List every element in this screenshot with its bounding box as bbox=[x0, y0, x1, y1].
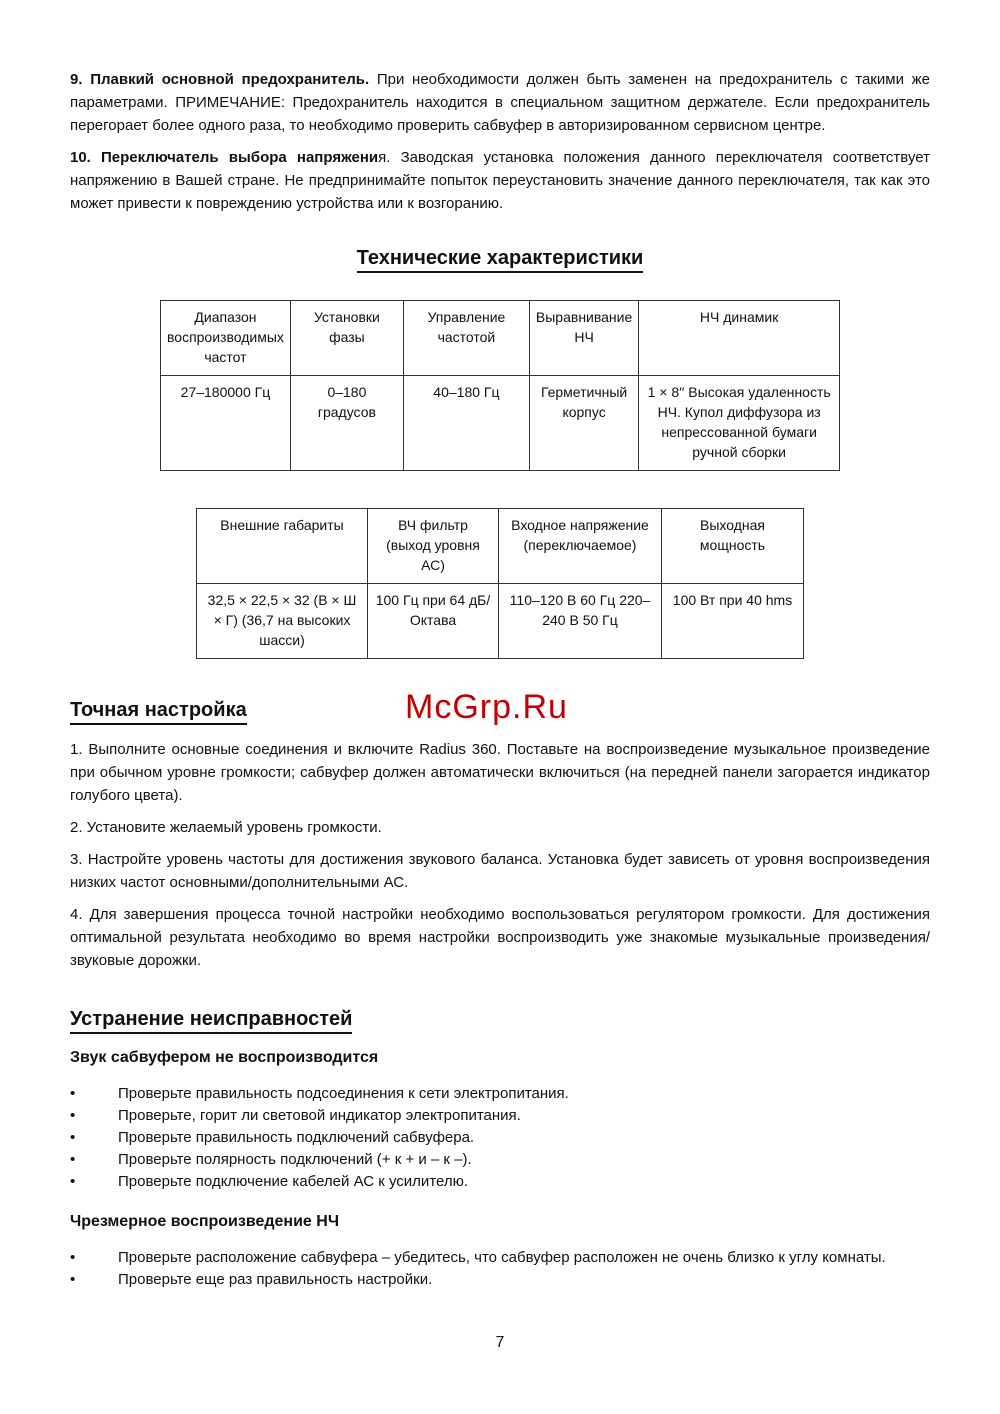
list-item: • Проверьте полярность подключений (+ к + и – к –). bbox=[70, 1149, 930, 1171]
paragraph-voltage-lead: 10. Переключатель выбора напряжени bbox=[70, 149, 379, 166]
excess-bass-list bbox=[70, 1247, 930, 1291]
tuning-step: 1. Выполните основные соединения и включите Radius 360. Поставьте на воспроизведение музыкальное произведение при обычном уровне громкости; сабвуфер должен автоматически включиться (на передней панели загорается индикатор голубого цвета). bbox=[70, 741, 930, 804]
table-cell: Герметичный корпус bbox=[529, 376, 638, 471]
excess-bass-subheading: Чрезмерное воспроизведение НЧ bbox=[70, 1213, 340, 1230]
watermark: McGrp.Ru bbox=[405, 688, 568, 726]
tuning-step: 3. Настройте уровень частоты для достижения звукового баланса. Установка будет зависеть от уровня воспроизведения низких частот основными/дополнительными АС. bbox=[70, 851, 930, 891]
list-item: • Проверьте расположение сабвуфера – убедитесь, что сабвуфер расположен не очень близко к углу комнаты. bbox=[70, 1247, 930, 1269]
tuning-step: 2. Установите желаемый уровень громкости. bbox=[70, 819, 382, 836]
table-header-cell: Выходная мощность bbox=[662, 509, 804, 584]
table-cell: 110–120 В 60 Гц 220–240 В 50 Гц bbox=[499, 584, 662, 659]
paragraph-fuse-lead: 9. Плавкий основной предохранитель. bbox=[70, 71, 370, 88]
troubleshooting-heading: Устранение неисправностей bbox=[70, 1008, 930, 1031]
table-header-cell: Выравнивание НЧ bbox=[529, 301, 638, 376]
specs-table-2 bbox=[196, 508, 804, 659]
specs-table-1 bbox=[160, 300, 840, 471]
paragraph-voltage-text: я. Заводская установка положения данного переключателя соответствует напряжению в Вашей стране. Не предпринимайте попыток переустановить значение данного переключателя, так как это может привести к повреждению устройства или к возгоранию. bbox=[70, 149, 930, 212]
paragraph-voltage-switch bbox=[70, 146, 930, 215]
table-cell: 0–180 градусов bbox=[290, 376, 403, 471]
list-item: • Проверьте правильность подсоединения к сети электропитания. bbox=[70, 1083, 930, 1105]
list-item: • Проверьте еще раз правильность настройки. bbox=[70, 1269, 930, 1291]
specs-table-2-value-row bbox=[197, 584, 804, 659]
specs-heading: Технические характеристики bbox=[70, 247, 930, 270]
specs-table-2-header-row bbox=[197, 509, 804, 584]
specs-table-1-header-row bbox=[161, 301, 840, 376]
table-header-cell: Внешние габариты bbox=[197, 509, 368, 584]
tuning-heading: Точная настройка bbox=[70, 699, 930, 722]
no-sound-list bbox=[70, 1083, 930, 1193]
table-header-cell: Установки фазы bbox=[290, 301, 403, 376]
page-number: 7 bbox=[495, 1334, 505, 1351]
table-cell: 100 Гц при 64 дБ/Октава bbox=[368, 584, 499, 659]
table-cell: 40–180 Гц bbox=[403, 376, 529, 471]
table-header-cell: НЧ динамик bbox=[639, 301, 840, 376]
document-page bbox=[70, 68, 930, 1291]
specs-table-1-value-row bbox=[161, 376, 840, 471]
table-cell: 32,5 × 22,5 × 32 (В × Ш × Г) (36,7 на высоких шасси) bbox=[197, 584, 368, 659]
table-header-cell: Входное напряжение (переключаемое) bbox=[499, 509, 662, 584]
list-item: • Проверьте правильность подключений сабвуфера. bbox=[70, 1127, 930, 1149]
paragraph-fuse-text: При необходимости должен быть заменен на предохранитель с такими же параметрами. ПРИМЕЧАНИЕ: Предохранитель находится в специальном защитном держателе. Если предохранитель перегорает более одного раза, то необходимо проверить сабвуфер в авторизированном сервисном центре. bbox=[70, 71, 931, 134]
paragraph-fuse bbox=[70, 68, 930, 137]
list-item: • Проверьте, горит ли световой индикатор электропитания. bbox=[70, 1105, 930, 1127]
table-header-cell: Диапазон воспроизводимых частот bbox=[161, 301, 291, 376]
table-header-cell: Управление частотой bbox=[403, 301, 529, 376]
tuning-step: 4. Для завершения процесса точной настройки необходимо воспользоваться регулятором громкости. Для достижения оптимальной результата необходимо во время настройки воспроизводить уже знакомые музыкальные произведения/звуковые дорожки. bbox=[70, 906, 930, 969]
table-header-cell: ВЧ фильтр (выход уровня АС) bbox=[368, 509, 499, 584]
list-item: • Проверьте подключение кабелей АС к усилителю. bbox=[70, 1171, 930, 1193]
table-cell: 27–180000 Гц bbox=[161, 376, 291, 471]
table-cell: 1 × 8′′ Высокая удаленность НЧ. Купол диффузора из непрессованной бумаги ручной сборки bbox=[639, 376, 840, 471]
table-cell: 100 Вт при 40 hms bbox=[662, 584, 804, 659]
no-sound-subheading: Звук сабвуфером не воспроизводится bbox=[70, 1049, 379, 1066]
